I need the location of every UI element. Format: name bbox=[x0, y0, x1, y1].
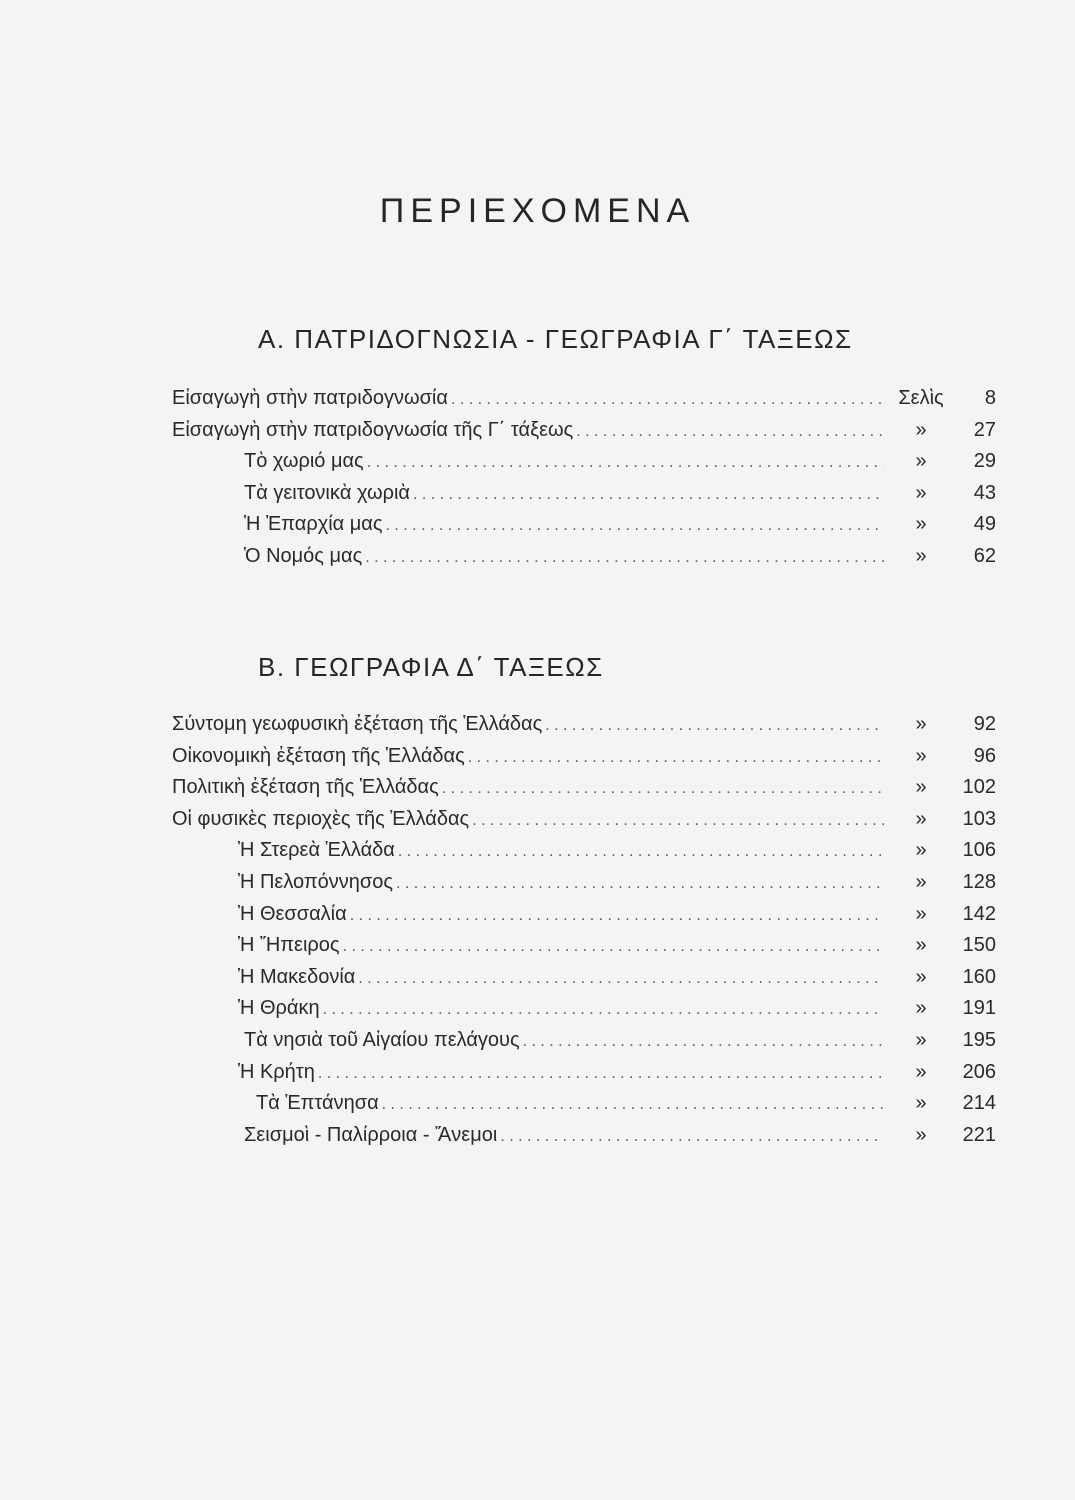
page-number: 62 bbox=[973, 544, 996, 567]
page-marker: » bbox=[915, 870, 927, 893]
toc-entry[interactable] bbox=[172, 930, 996, 962]
dot-leader bbox=[365, 542, 884, 574]
dot-leader bbox=[500, 1121, 884, 1153]
entry-title: Τὰ γειτονικὰ χωριὰ bbox=[244, 481, 410, 504]
toc-entry[interactable] bbox=[172, 993, 996, 1025]
dot-leader bbox=[413, 479, 884, 511]
toc-entry[interactable] bbox=[172, 1088, 996, 1120]
toc-entry[interactable] bbox=[172, 772, 996, 804]
page-number: 92 bbox=[973, 713, 996, 735]
toc-entry[interactable] bbox=[172, 415, 996, 447]
entry-title: Ἡ Κρήτη bbox=[238, 1060, 315, 1083]
page-marker: » bbox=[915, 1092, 927, 1115]
page-marker: » bbox=[915, 713, 927, 735]
page-title: ΠΕΡΙΕΧΟΜΕΝΑ bbox=[379, 192, 696, 230]
page-number: 49 bbox=[973, 513, 996, 535]
dot-leader bbox=[318, 1058, 884, 1090]
entry-title: Τὸ χωριό μας bbox=[244, 450, 364, 472]
section-heading-b: Β. ΓΕΩΓΡΑΦΙΑ Δ΄ ΤΑΞΕΩΣ bbox=[258, 652, 604, 682]
dot-leader bbox=[468, 742, 884, 774]
page-number: 103 bbox=[962, 807, 996, 830]
page-marker: Σελὶς bbox=[898, 387, 944, 409]
page-number: 221 bbox=[962, 1123, 996, 1146]
dot-leader bbox=[398, 836, 884, 868]
page-marker: » bbox=[915, 744, 927, 767]
toc-list-a bbox=[172, 383, 996, 572]
dot-leader bbox=[396, 868, 884, 900]
dot-leader bbox=[386, 510, 885, 542]
dot-leader bbox=[523, 1026, 884, 1058]
toc-entry[interactable] bbox=[172, 804, 996, 836]
entry-title: Ἡ Θράκη bbox=[238, 997, 320, 1020]
page-marker: » bbox=[915, 418, 927, 441]
dot-leader bbox=[343, 931, 884, 963]
page-number: 106 bbox=[962, 839, 996, 862]
page-number: 191 bbox=[962, 997, 996, 1020]
section-heading-a: Α. ΠΑΤΡΙΔΟΓΝΩΣΙΑ - ΓΕΩΓΡΑΦΙΑ Γ΄ ΤΑΞΕΩΣ bbox=[258, 324, 853, 354]
entry-title: Τὰ νησιὰ τοῦ Αἰγαίου πελάγους bbox=[244, 1028, 520, 1051]
entry-title: Ἡ Πελοπόννησος bbox=[238, 870, 393, 893]
page-number: 160 bbox=[962, 965, 996, 988]
toc-entry[interactable] bbox=[172, 383, 996, 415]
page-marker: » bbox=[915, 997, 927, 1020]
dot-leader bbox=[451, 384, 884, 416]
page-marker: » bbox=[915, 902, 927, 925]
entry-title: Τὰ Ἑπτάνησα bbox=[256, 1092, 379, 1115]
page-marker: » bbox=[915, 544, 927, 567]
entry-title: Ἡ Μακεδονία bbox=[238, 965, 356, 988]
toc-entry[interactable] bbox=[172, 1120, 996, 1152]
page-marker: » bbox=[915, 1028, 927, 1051]
toc-entry[interactable] bbox=[172, 509, 996, 541]
page-number: 128 bbox=[962, 870, 996, 893]
page-number: 29 bbox=[973, 450, 996, 472]
page-number: 102 bbox=[962, 776, 996, 799]
dot-leader bbox=[323, 994, 884, 1026]
page-number: 195 bbox=[962, 1028, 996, 1051]
dot-leader bbox=[576, 416, 884, 448]
dot-leader bbox=[442, 773, 884, 805]
dot-leader bbox=[367, 447, 884, 479]
entry-title: Σεισμοὶ - Παλίρροια - Ἄνεμοι bbox=[244, 1123, 498, 1146]
toc-entry[interactable] bbox=[172, 709, 996, 741]
toc-entry[interactable] bbox=[172, 446, 996, 478]
dot-leader bbox=[472, 805, 884, 837]
toc-entry[interactable] bbox=[172, 867, 996, 899]
page-number: 27 bbox=[973, 418, 996, 441]
entry-title: Ἡ Ἤπειρος bbox=[238, 934, 340, 957]
page-number: 150 bbox=[962, 934, 996, 957]
page-marker: » bbox=[915, 934, 927, 957]
entry-title: Ἡ Ἐπαρχία μας bbox=[244, 513, 383, 535]
dot-leader bbox=[358, 963, 884, 995]
page-marker: » bbox=[915, 1060, 927, 1083]
entry-title: Εἰσαγωγὴ στὴν πατριδογνωσία τῆς Γ΄ τάξεως bbox=[172, 418, 574, 441]
toc-entry[interactable] bbox=[172, 1025, 996, 1057]
entry-title: Οἱ φυσικὲς περιοχὲς τῆς Ἑλλάδας bbox=[172, 807, 470, 830]
dot-leader bbox=[382, 1089, 884, 1121]
page-marker: » bbox=[915, 513, 927, 535]
toc-entry[interactable] bbox=[172, 478, 996, 510]
page-marker: » bbox=[915, 450, 927, 472]
page-marker: » bbox=[915, 839, 927, 862]
entry-title: Ὁ Νομός μας bbox=[244, 544, 363, 567]
page-marker: » bbox=[915, 807, 927, 830]
toc-entry[interactable] bbox=[172, 962, 996, 994]
dot-leader bbox=[350, 900, 884, 932]
entry-title: Εἰσαγωγὴ στὴν πατριδογνωσία bbox=[172, 387, 448, 409]
toc-entry[interactable] bbox=[172, 741, 996, 773]
toc-entry[interactable] bbox=[172, 899, 996, 931]
page-marker: » bbox=[915, 965, 927, 988]
entry-title: Ἡ Στερεὰ Ἑλλάδα bbox=[238, 839, 395, 862]
entry-title: Οἰκονομικὴ ἐξέταση τῆς Ἑλλάδας bbox=[172, 744, 465, 767]
page-marker: » bbox=[915, 481, 927, 504]
page-number: 96 bbox=[973, 744, 996, 767]
toc-list-b bbox=[172, 709, 996, 1151]
toc-entry[interactable] bbox=[172, 541, 996, 573]
entry-title: Σύντομη γεωφυσικὴ ἐξέταση τῆς Ἑλλάδας bbox=[172, 713, 543, 735]
page-number: 214 bbox=[962, 1092, 996, 1115]
page-number: 142 bbox=[962, 902, 996, 925]
toc-entry[interactable] bbox=[172, 1057, 996, 1089]
page-marker: » bbox=[915, 776, 927, 799]
page-number: 206 bbox=[962, 1060, 996, 1083]
dot-leader bbox=[545, 710, 884, 742]
entry-title: Πολιτικὴ ἐξέταση τῆς Ἑλλάδας bbox=[172, 776, 439, 799]
page-marker: » bbox=[915, 1123, 927, 1146]
page-number: 8 bbox=[984, 387, 996, 409]
entry-title: Ἡ Θεσσαλία bbox=[238, 902, 347, 925]
toc-entry[interactable] bbox=[172, 835, 996, 867]
page-number: 43 bbox=[973, 481, 996, 504]
